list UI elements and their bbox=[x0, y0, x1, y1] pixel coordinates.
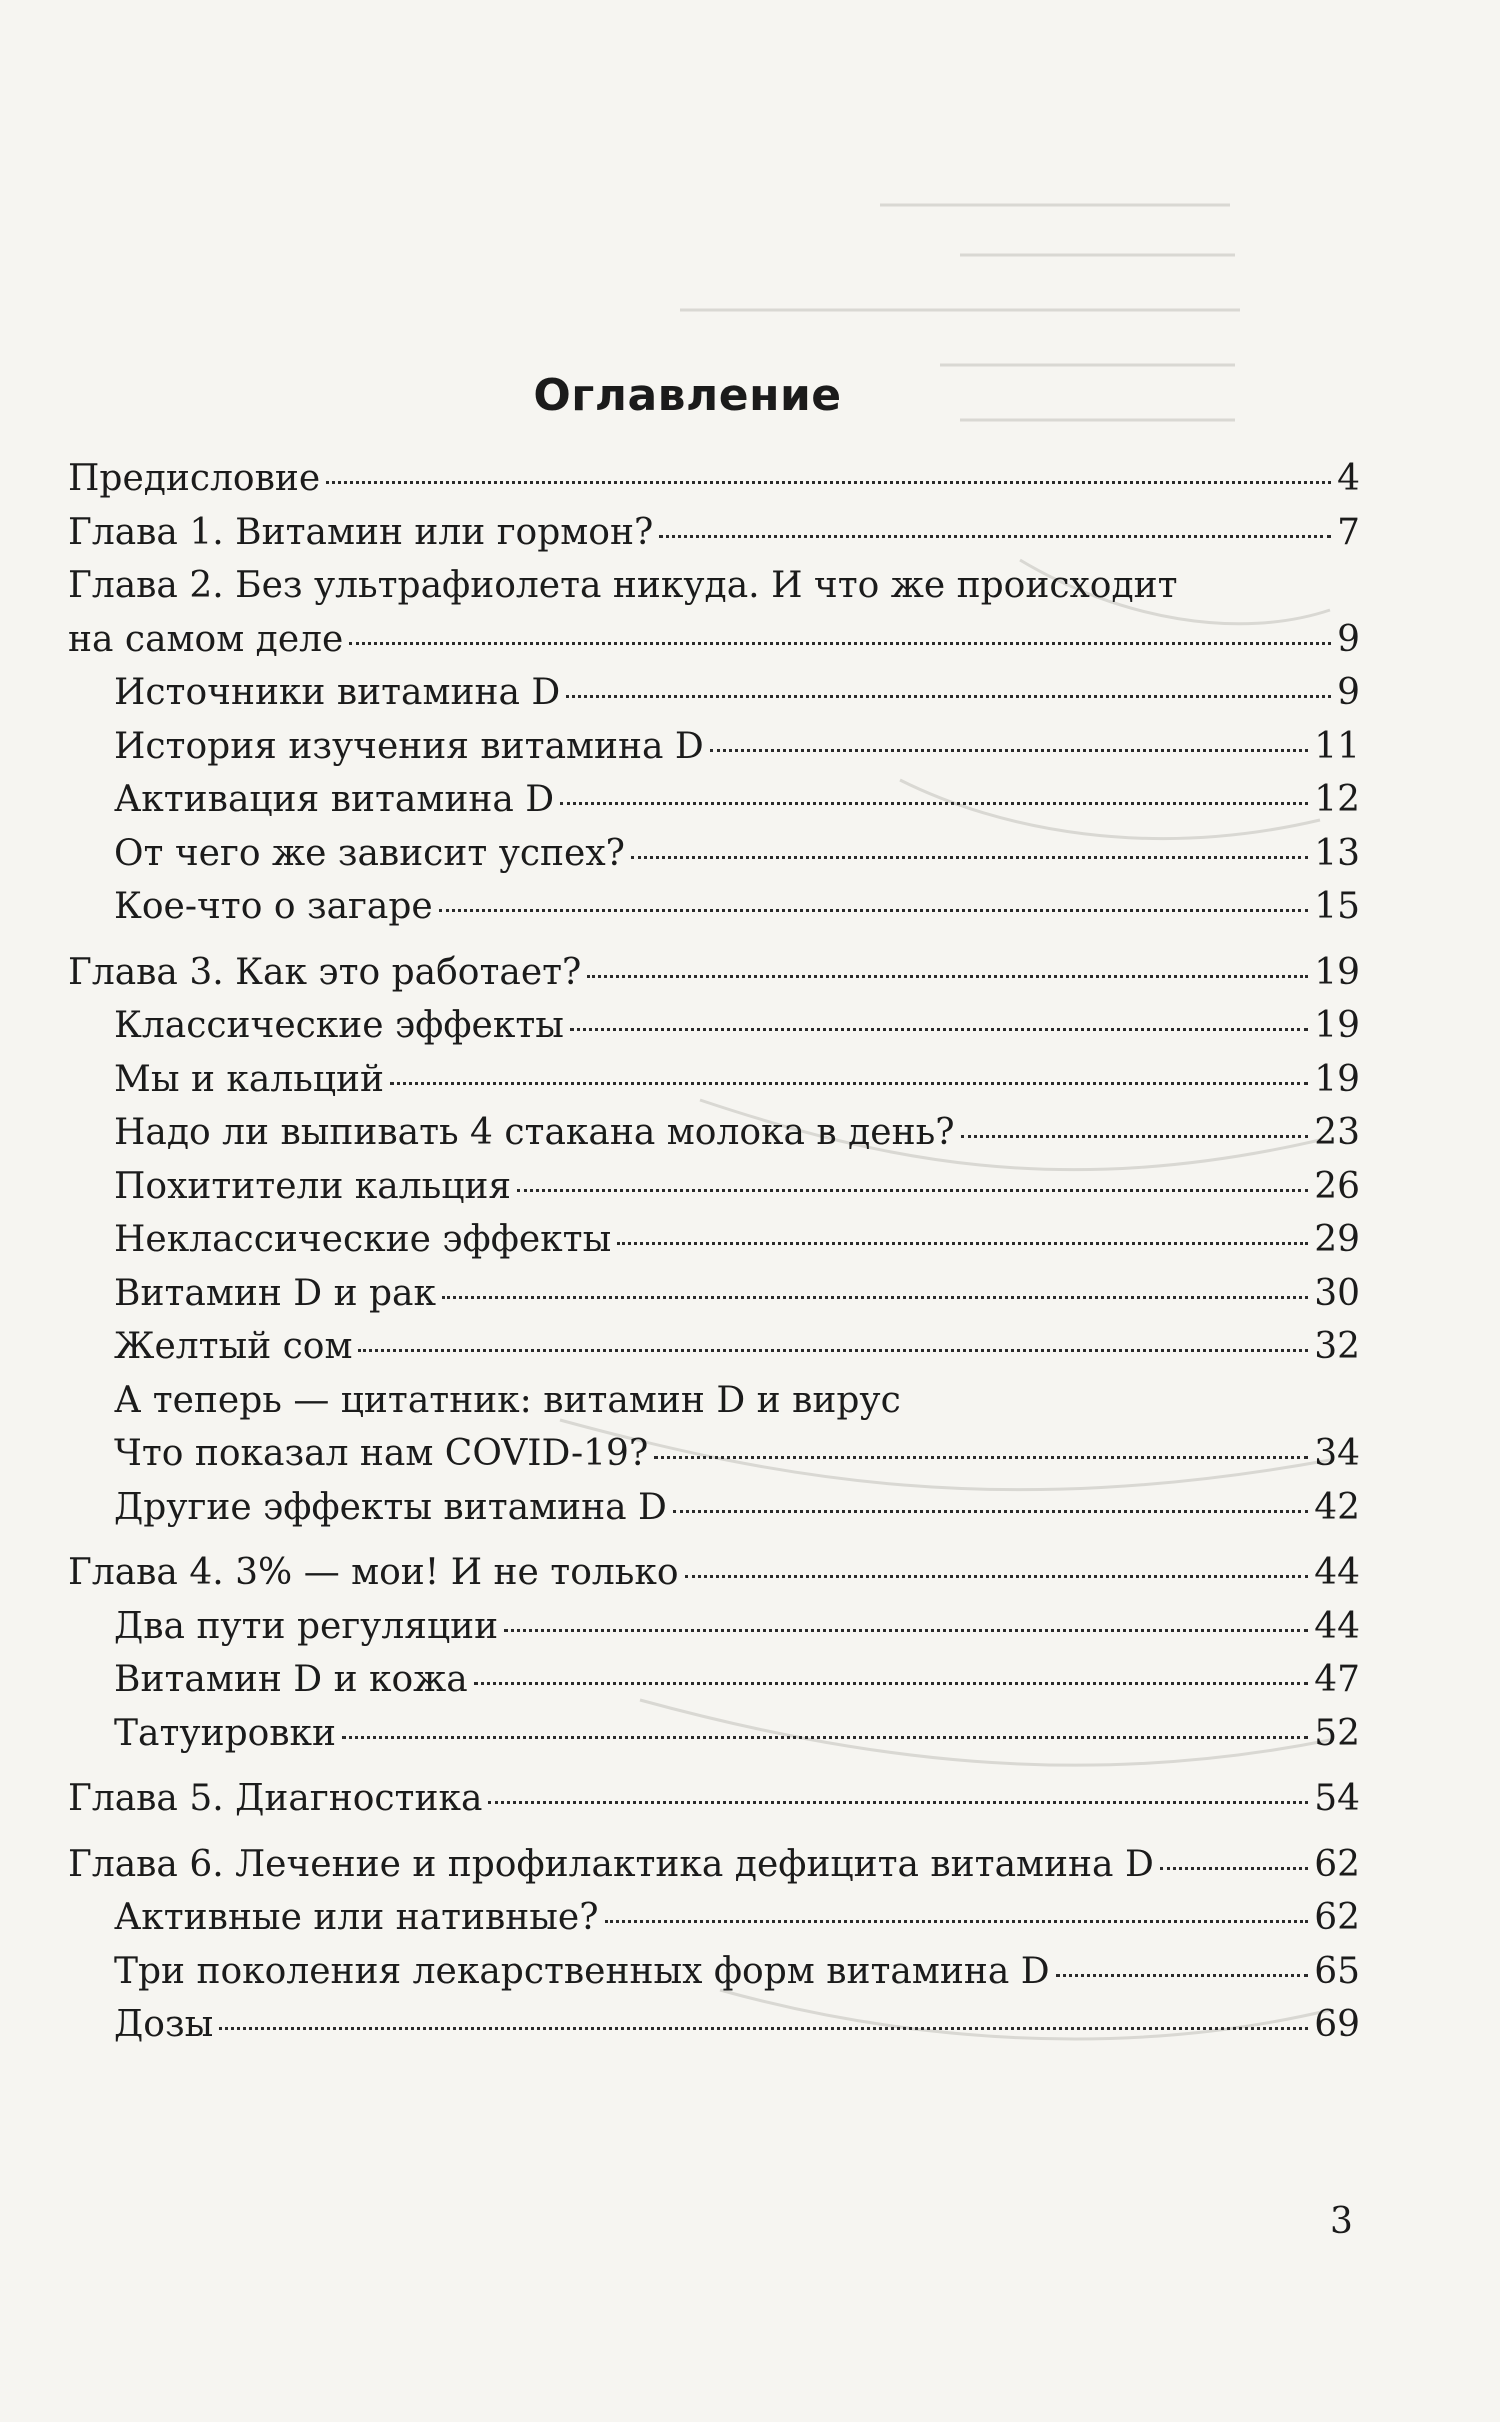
page-number-folio: 3 bbox=[1330, 2201, 1353, 2242]
toc-page-number: 29 bbox=[1314, 1219, 1360, 1260]
toc-entry-label: Активные или нативные? bbox=[114, 1897, 599, 1938]
dot-leader bbox=[219, 2027, 1308, 2030]
toc-entry-label: Глава 6. Лечение и профилактика дефицита витамина D bbox=[68, 1843, 1154, 1885]
toc-entry-label-line1: Глава 2. Без ультрафиолета никуда. И что же происходит bbox=[68, 565, 1178, 606]
toc-entry-label: Витамин D и кожа bbox=[114, 1659, 468, 1700]
toc-entry-label: Другие эффекты витамина D bbox=[114, 1486, 667, 1528]
toc-page-number: 19 bbox=[1314, 1005, 1360, 1046]
toc-page-number: 54 bbox=[1314, 1778, 1360, 1819]
toc-entry-chapter-5[interactable] bbox=[68, 1772, 1360, 1826]
dot-leader bbox=[342, 1736, 1308, 1739]
toc-page-number: 30 bbox=[1314, 1272, 1360, 1314]
toc-entry-tan[interactable] bbox=[68, 880, 1360, 934]
toc-page-number: 13 bbox=[1314, 832, 1360, 874]
toc-page-number: 62 bbox=[1314, 1843, 1360, 1885]
table-of-contents bbox=[68, 452, 1360, 2052]
dot-leader bbox=[659, 535, 1331, 538]
toc-entry-label: Неклассические эффекты bbox=[114, 1219, 612, 1260]
toc-page-number: 44 bbox=[1314, 1552, 1360, 1593]
toc-page-number: 62 bbox=[1314, 1897, 1360, 1938]
toc-entry-success[interactable] bbox=[68, 827, 1360, 881]
toc-entry-chapter-4[interactable] bbox=[68, 1546, 1360, 1600]
dot-leader bbox=[961, 1135, 1309, 1138]
toc-page-number: 11 bbox=[1314, 725, 1360, 767]
toc-page-number: 19 bbox=[1314, 951, 1360, 993]
dot-leader bbox=[560, 802, 1308, 805]
dot-leader bbox=[605, 1920, 1309, 1923]
dot-leader bbox=[349, 642, 1331, 645]
dot-leader bbox=[566, 695, 1331, 698]
toc-entry-label: Предисловие bbox=[68, 458, 321, 499]
toc-entry-label: Что показал нам COVID-19? bbox=[114, 1433, 649, 1474]
dot-leader bbox=[504, 1629, 1308, 1632]
toc-entry-label: Глава 3. Как это работает? bbox=[68, 951, 582, 993]
toc-entry-calcium-thieves[interactable] bbox=[68, 1160, 1360, 1214]
toc-entry-label: История изучения витамина D bbox=[114, 725, 704, 767]
dot-leader bbox=[654, 1456, 1308, 1459]
toc-entry-active-native[interactable] bbox=[68, 1891, 1360, 1945]
toc-entry-preface[interactable] bbox=[68, 452, 1360, 506]
toc-page-number: 44 bbox=[1314, 1605, 1360, 1647]
toc-page-number: 65 bbox=[1314, 1950, 1360, 1992]
toc-entry-label: Классические эффекты bbox=[114, 1005, 564, 1046]
dot-leader bbox=[1160, 1867, 1308, 1870]
toc-entry-cancer[interactable] bbox=[68, 1267, 1360, 1321]
toc-entry-skin[interactable] bbox=[68, 1653, 1360, 1707]
toc-entry-label: Три поколения лекарственных форм витамина D bbox=[114, 1950, 1050, 1992]
toc-page-number: 9 bbox=[1337, 618, 1360, 660]
toc-page-number: 47 bbox=[1314, 1659, 1360, 1700]
dot-leader bbox=[631, 856, 1308, 859]
toc-page-number: 32 bbox=[1314, 1326, 1360, 1367]
toc-entry-catfish[interactable] bbox=[68, 1320, 1360, 1374]
toc-entry-label: Кое-что о загаре bbox=[114, 886, 433, 927]
toc-page-number: 4 bbox=[1337, 458, 1360, 499]
toc-page-number: 34 bbox=[1314, 1433, 1360, 1474]
toc-entry-milk[interactable] bbox=[68, 1106, 1360, 1160]
toc-entry-label: Глава 1. Витамин или гормон? bbox=[68, 511, 654, 553]
toc-entry-other-effects[interactable] bbox=[68, 1481, 1360, 1535]
toc-page-number: 42 bbox=[1314, 1486, 1360, 1528]
dot-leader bbox=[617, 1242, 1308, 1245]
toc-entry-tattoos[interactable] bbox=[68, 1707, 1360, 1761]
dot-leader bbox=[517, 1189, 1308, 1192]
toc-entry-chapter-2[interactable] bbox=[68, 559, 1360, 666]
toc-entry-label: От чего же зависит успех? bbox=[114, 832, 625, 874]
toc-entry-label: Желтый сом bbox=[114, 1326, 353, 1367]
toc-entry-label: Витамин D и рак bbox=[114, 1272, 437, 1314]
toc-page-number: 19 bbox=[1314, 1058, 1360, 1100]
toc-entry-chapter-1[interactable] bbox=[68, 506, 1360, 560]
toc-page-number: 26 bbox=[1314, 1165, 1360, 1207]
toc-entry-label: Мы и кальций bbox=[114, 1058, 384, 1100]
toc-entry-chapter-6[interactable] bbox=[68, 1838, 1360, 1892]
toc-entry-label: Татуировки bbox=[114, 1712, 337, 1754]
dot-leader bbox=[1056, 1974, 1309, 1977]
toc-page-number: 12 bbox=[1314, 779, 1360, 820]
toc-entry-label: на самом деле bbox=[68, 618, 344, 660]
toc-entry-doses[interactable] bbox=[68, 1998, 1360, 2052]
toc-page-number: 69 bbox=[1314, 2004, 1360, 2045]
dot-leader bbox=[442, 1296, 1308, 1299]
dot-leader bbox=[326, 481, 1331, 484]
toc-title: Оглавление bbox=[533, 370, 842, 421]
toc-entry-covid[interactable] bbox=[68, 1374, 1360, 1481]
toc-entry-history[interactable] bbox=[68, 720, 1360, 774]
toc-entry-label: Глава 4. 3% — мои! И не только bbox=[68, 1552, 679, 1593]
toc-page-number: 23 bbox=[1314, 1112, 1360, 1153]
toc-entry-chapter-3[interactable] bbox=[68, 946, 1360, 1000]
toc-entry-generations[interactable] bbox=[68, 1945, 1360, 1999]
toc-entry-label: Два пути регуляции bbox=[114, 1605, 499, 1647]
toc-page-number: 52 bbox=[1314, 1712, 1360, 1754]
dot-leader bbox=[587, 975, 1308, 978]
toc-entry-calcium[interactable] bbox=[68, 1053, 1360, 1107]
dot-leader bbox=[488, 1801, 1308, 1804]
toc-entry-label: Активация витамина D bbox=[114, 779, 555, 820]
toc-entry-activation[interactable] bbox=[68, 773, 1360, 827]
toc-entry-sources[interactable] bbox=[68, 666, 1360, 720]
toc-entry-nonclassic-effects[interactable] bbox=[68, 1213, 1360, 1267]
toc-entry-label: Надо ли выпивать 4 стакана молока в день? bbox=[114, 1112, 955, 1153]
dot-leader bbox=[358, 1349, 1308, 1352]
dot-leader bbox=[390, 1082, 1308, 1085]
toc-entry-label-line1: А теперь — цитатник: витамин D и вирус bbox=[114, 1379, 901, 1421]
toc-page-number: 9 bbox=[1337, 672, 1360, 713]
toc-entry-label: Источники витамина D bbox=[114, 672, 561, 713]
dot-leader bbox=[685, 1575, 1309, 1578]
dot-leader bbox=[710, 749, 1308, 752]
dot-leader bbox=[570, 1028, 1308, 1031]
toc-entry-label: Глава 5. Диагностика bbox=[68, 1778, 483, 1819]
toc-page-number: 15 bbox=[1314, 886, 1360, 927]
toc-entry-label: Дозы bbox=[114, 2004, 214, 2045]
dot-leader bbox=[439, 909, 1308, 912]
toc-entry-regulation[interactable] bbox=[68, 1600, 1360, 1654]
dot-leader bbox=[474, 1682, 1308, 1685]
dot-leader bbox=[673, 1510, 1308, 1513]
toc-entry-label: Похитители кальция bbox=[114, 1165, 512, 1207]
toc-entry-classic-effects[interactable] bbox=[68, 999, 1360, 1053]
toc-page-number: 7 bbox=[1337, 511, 1360, 553]
